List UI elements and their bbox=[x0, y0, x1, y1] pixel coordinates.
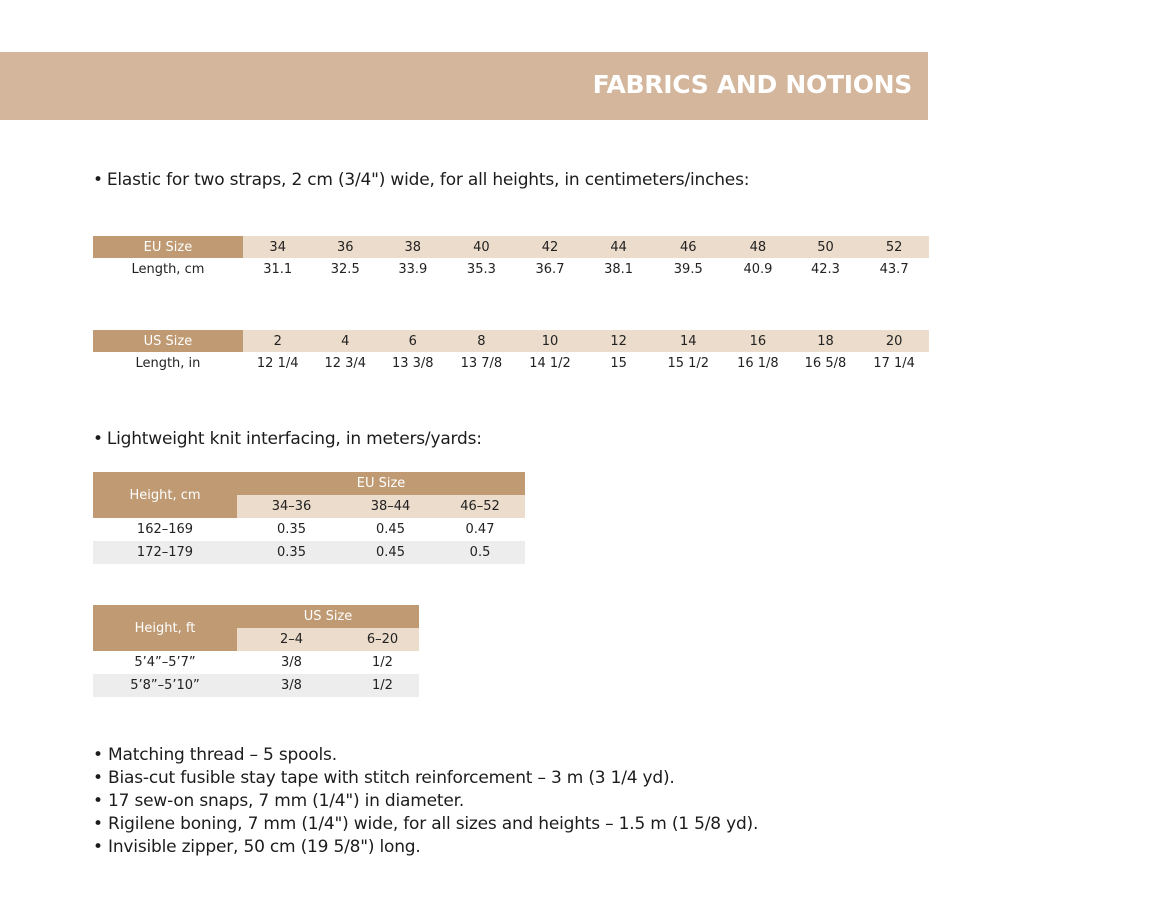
value-cell: 0.35 bbox=[237, 541, 346, 564]
value-cell: 0.45 bbox=[376, 522, 405, 537]
value-cell: 15 1/2 bbox=[667, 355, 710, 371]
bullet-dot: • bbox=[93, 745, 103, 765]
value-cell: 12 1/4 bbox=[256, 355, 299, 371]
table-row bbox=[93, 518, 525, 541]
value-cell: 40.9 bbox=[743, 261, 773, 277]
size-cell: 6 bbox=[378, 330, 448, 352]
size-cell: 14 bbox=[652, 330, 724, 352]
size-cell: 44 bbox=[585, 236, 653, 258]
bullet-dot: • bbox=[93, 791, 103, 811]
column-header: 34–36 bbox=[237, 495, 346, 518]
value-cell: 0.47 bbox=[465, 522, 495, 537]
row-label: 5’8”–5’10” bbox=[93, 674, 237, 697]
value-cell: 38.1 bbox=[604, 261, 634, 277]
column-header: 46–52 bbox=[435, 495, 525, 518]
list-item bbox=[93, 744, 758, 767]
size-cell: 38 bbox=[378, 236, 448, 258]
value-cell: 43.7 bbox=[879, 261, 909, 277]
size-cell: 34 bbox=[243, 236, 313, 258]
bullet-dot: • bbox=[93, 837, 103, 857]
value-cell: 16 5/8 bbox=[804, 355, 847, 371]
row-label: 172–179 bbox=[93, 541, 237, 564]
notions-list bbox=[93, 744, 758, 859]
size-cell: 48 bbox=[724, 236, 792, 258]
eu-interfacing-table bbox=[93, 472, 525, 564]
eu-elastic-table bbox=[93, 236, 929, 280]
list-item bbox=[93, 790, 758, 813]
list-item bbox=[93, 813, 758, 836]
value-cell: 3/8 bbox=[281, 655, 302, 670]
value-cell: 31.1 bbox=[263, 261, 293, 277]
bullet-dot: • bbox=[93, 814, 103, 834]
us-interfacing-table bbox=[93, 605, 419, 697]
row-label: 5’4”–5’7” bbox=[134, 655, 196, 670]
column-header: 2–4 bbox=[237, 628, 346, 651]
interfacing-bullet bbox=[93, 429, 482, 449]
value-cell: 0.5 bbox=[435, 541, 525, 564]
value-cell: 1/2 bbox=[372, 655, 393, 670]
column-header: 6–20 bbox=[346, 628, 419, 651]
us-elastic-value-row bbox=[93, 352, 929, 374]
value-cell: 36.7 bbox=[535, 261, 565, 277]
value-cell: 13 7/8 bbox=[460, 355, 503, 371]
height-ft-label: Height, ft bbox=[93, 605, 237, 651]
table-row bbox=[93, 674, 419, 697]
notion-text: Invisible zipper, 50 cm (19 5/8") long. bbox=[108, 837, 421, 857]
size-cell: 12 bbox=[585, 330, 653, 352]
notion-text: Bias-cut fusible stay tape with stitch reinforcement – 3 m (3 1/4 yd). bbox=[108, 768, 675, 788]
eu-interfacing-group-row bbox=[93, 472, 525, 495]
value-cell: 0.35 bbox=[277, 522, 306, 537]
interfacing-heading: Lightweight knit interfacing, in meters/yards: bbox=[106, 429, 482, 449]
us-size-label: US Size bbox=[93, 330, 243, 352]
table-row bbox=[93, 651, 419, 674]
bullet-dot: • bbox=[93, 429, 103, 449]
size-cell: 20 bbox=[859, 330, 929, 352]
elastic-bullet bbox=[93, 170, 749, 190]
height-cm-label: Height, cm bbox=[93, 472, 237, 518]
us-interfacing-group-row bbox=[93, 605, 419, 628]
row-label: 162–169 bbox=[136, 522, 194, 537]
us-elastic-header-row bbox=[93, 330, 929, 352]
value-cell: 42.3 bbox=[810, 261, 840, 277]
page-title: FABRICS AND NOTIONS bbox=[592, 70, 912, 99]
list-item bbox=[93, 767, 758, 790]
notion-text: 17 sew-on snaps, 7 mm (1/4") in diameter. bbox=[108, 791, 465, 811]
size-cell: 8 bbox=[448, 330, 516, 352]
us-elastic-table bbox=[93, 330, 929, 374]
value-cell: 33.9 bbox=[398, 261, 428, 277]
value-cell: 16 1/8 bbox=[737, 355, 779, 371]
elastic-heading: Elastic for two straps, 2 cm (3/4") wide, for all heights, in centimeters/inches: bbox=[106, 170, 750, 190]
eu-elastic-header-row bbox=[93, 236, 929, 258]
size-cell: 4 bbox=[313, 330, 378, 352]
size-cell: 36 bbox=[313, 236, 378, 258]
value-cell: 17 1/4 bbox=[873, 355, 915, 371]
header-band bbox=[0, 52, 928, 120]
length-in-label: Length, in bbox=[135, 355, 201, 371]
size-cell: 10 bbox=[515, 330, 585, 352]
size-cell: 50 bbox=[792, 236, 860, 258]
size-cell: 18 bbox=[792, 330, 860, 352]
size-cell: 2 bbox=[243, 330, 313, 352]
value-cell: 1/2 bbox=[346, 674, 419, 697]
size-cell: 46 bbox=[652, 236, 724, 258]
value-cell: 15 bbox=[610, 355, 627, 371]
eu-elastic-value-row bbox=[93, 258, 929, 280]
value-cell: 39.5 bbox=[673, 261, 703, 277]
size-cell: 52 bbox=[859, 236, 929, 258]
notion-text: Matching thread – 5 spools. bbox=[108, 745, 337, 765]
size-cell: 42 bbox=[515, 236, 585, 258]
value-cell: 35.3 bbox=[466, 261, 496, 277]
notion-text: Rigilene boning, 7 mm (1/4") wide, for all sizes and heights – 1.5 m (1 5/8 yd). bbox=[108, 814, 759, 834]
value-cell: 14 1/2 bbox=[529, 355, 571, 371]
size-cell: 16 bbox=[724, 330, 792, 352]
value-cell: 32.5 bbox=[330, 261, 360, 277]
length-cm-label: Length, cm bbox=[131, 261, 205, 277]
eu-size-group-label: EU Size bbox=[237, 472, 525, 495]
list-item bbox=[93, 836, 758, 859]
table-row bbox=[93, 541, 525, 564]
value-cell: 12 3/4 bbox=[324, 355, 367, 371]
bullet-dot: • bbox=[93, 170, 103, 190]
bullet-dot: • bbox=[93, 768, 103, 788]
value-cell: 0.45 bbox=[346, 541, 435, 564]
eu-size-label: EU Size bbox=[93, 236, 243, 258]
column-header: 38–44 bbox=[346, 495, 435, 518]
us-size-group-label: US Size bbox=[237, 605, 419, 628]
value-cell: 13 3/8 bbox=[391, 355, 434, 371]
value-cell: 3/8 bbox=[237, 674, 346, 697]
size-cell: 40 bbox=[448, 236, 516, 258]
